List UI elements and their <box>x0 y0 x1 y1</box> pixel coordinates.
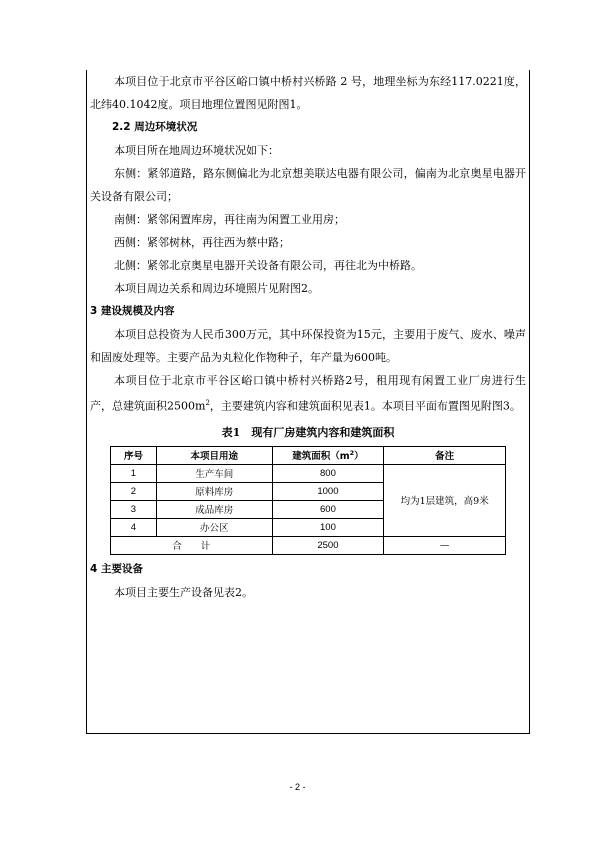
row-no: 2 <box>111 482 157 500</box>
table-row <box>111 464 506 482</box>
section-2-2-heading: 2.2 周边环境状况 <box>112 121 198 133</box>
row-no: 4 <box>111 518 157 536</box>
header-area <box>272 446 384 464</box>
total-area: 2500 <box>272 536 384 554</box>
page-number: - 2 - <box>289 782 306 792</box>
row-area: 1000 <box>272 482 384 500</box>
header-area-label: 建筑面积（m <box>292 451 350 463</box>
building-text-a: 本项目位于北京市平谷区峪口镇中桥村兴桥路2号，租用现有闲置工业厂房进行生产，总建筑面积2500m <box>90 374 526 413</box>
header-area-sup: 2 <box>349 449 355 457</box>
row-use: 成品库房 <box>156 500 272 518</box>
header-area-close: ） <box>354 451 364 463</box>
building-text-b: ，主要建筑内容和建筑面积见表1。本项目平面布置图见附图3。 <box>209 399 521 413</box>
row-no: 3 <box>111 500 157 518</box>
total-label: 合 计 <box>111 536 273 554</box>
north-side-paragraph: 北侧：紧邻北京奥星电器开关设备有限公司，再往北为中桥路。 <box>114 259 422 272</box>
header-no: 序号 <box>111 446 157 464</box>
row-no: 1 <box>111 464 157 482</box>
row-area: 100 <box>272 518 384 536</box>
west-side-paragraph: 西侧：紧邻树林，再往西为蔡中路； <box>114 236 290 249</box>
area-unit-superscript: 2 <box>205 399 210 407</box>
equipment-paragraph: 本项目主要生产设备见表2。 <box>114 585 253 599</box>
table-total-row <box>111 536 506 554</box>
east-side-paragraph: 东侧：紧邻道路，路东侧偏北为北京想美联达电器有限公司，偏南为北京奥星电器开关设备有限公司； <box>90 167 526 203</box>
table-header-row <box>111 446 506 464</box>
building-area-table <box>110 446 506 555</box>
header-note: 备注 <box>384 446 506 464</box>
section-3-heading: 3 建设规模及内容 <box>90 305 175 317</box>
investment-paragraph: 本项目总投资为人民币300万元，其中环保投资为15元，主要用于废气、废水、噪声和固废处理等。主要产品为丸粒化作物种子，年产量为600吨。 <box>90 328 526 364</box>
row-use: 原料库房 <box>156 482 272 500</box>
south-side-paragraph: 南侧：紧邻闲置库房，再往南为闲置工业用房； <box>114 213 345 226</box>
row-area: 800 <box>272 464 384 482</box>
surroundings-intro: 本项目所在地周边环境状况如下： <box>114 144 279 157</box>
section-4-heading: 4 主要设备 <box>90 562 143 575</box>
row-use: 办公区 <box>156 518 272 536</box>
document-body <box>90 70 526 604</box>
header-use: 本项目用途 <box>156 446 272 464</box>
row-use: 生产车间 <box>156 464 272 482</box>
table1-caption: 表1 现有厂房建筑内容和建筑面积 <box>221 425 395 439</box>
building-paragraph <box>90 369 526 418</box>
location-paragraph: 本项目位于北京市平谷区峪口镇中桥村兴桥路 2 号，地理坐标为东经117.0221度，北纬40.1042度。项目地理位置图见附图1。 <box>90 75 526 111</box>
total-note: — <box>384 536 506 554</box>
row-note: 均为1层建筑，高9米 <box>384 464 506 536</box>
row-area: 600 <box>272 500 384 518</box>
photos-reference: 本项目周边关系和周边环境照片见附图2。 <box>114 282 319 295</box>
